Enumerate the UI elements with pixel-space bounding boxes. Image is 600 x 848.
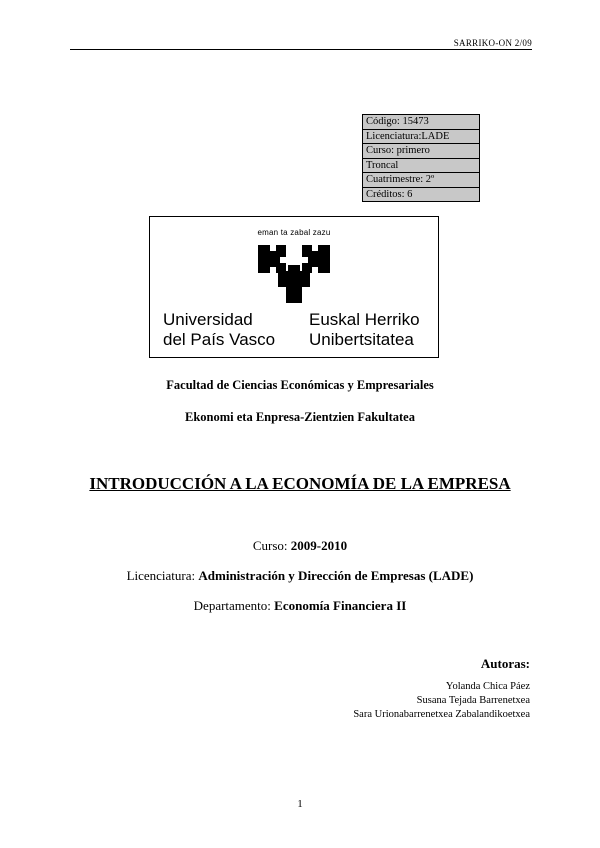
university-logo — [149, 216, 439, 358]
author-name: Yolanda Chica Páez — [445, 681, 530, 692]
faculty-name-basque: Ekonomi eta Enpresa-Zientzien Fakultatea — [185, 410, 415, 424]
info-row-codigo: Código: 15473 — [363, 115, 479, 130]
info-row-troncal: Troncal — [363, 159, 479, 174]
authors-heading: Autoras: — [480, 656, 530, 671]
departamento-value: Economía Financiera II — [274, 598, 407, 613]
course-info-box — [362, 114, 480, 202]
logo-left-line2: del País Vasco — [163, 330, 276, 349]
info-row-curso: Curso: primero — [363, 144, 479, 159]
curso-value: 2009-2010 — [290, 538, 348, 553]
licenciatura-line — [0, 568, 600, 584]
licenciatura-label: Licenciatura: — [126, 568, 196, 583]
curso-label: Curso: — [252, 538, 288, 553]
info-row-cuatrimestre: Cuatrimestre: 2º — [363, 173, 479, 188]
departamento-label: Departamento: — [193, 598, 271, 613]
logo-basque-name — [309, 310, 420, 350]
info-row-licenciatura: Licenciatura:LADE — [363, 130, 479, 145]
author-name: Susana Tejada Barrenetxea — [416, 695, 530, 706]
authors-list — [353, 680, 530, 722]
logo-right-line1: Euskal Herriko — [309, 310, 420, 329]
document-title: INTRODUCCIÓN A LA ECONOMÍA DE LA EMPRESA — [89, 474, 511, 493]
author-name: Sara Urionabarrenetxea Zabalandikoetxea — [353, 709, 530, 720]
departamento-line — [0, 598, 600, 614]
logo-left-line1: Universidad — [163, 310, 253, 329]
running-header: SARRIKO-ON 2/09 — [453, 38, 532, 48]
university-emblem-icon — [254, 241, 334, 303]
page-number: 1 — [297, 798, 303, 810]
info-row-creditos: Créditos: 6 — [366, 188, 413, 200]
curso-line — [0, 538, 600, 554]
logo-motto: eman ta zabal zazu — [257, 228, 331, 237]
logo-spanish-name — [163, 310, 275, 350]
licenciatura-value: Administración y Dirección de Empresas (LADE) — [198, 568, 474, 583]
logo-right-line2: Unibertsitatea — [309, 330, 414, 349]
faculty-name-spanish: Facultad de Ciencias Económicas y Empresariales — [166, 378, 434, 392]
header-rule — [70, 49, 532, 50]
